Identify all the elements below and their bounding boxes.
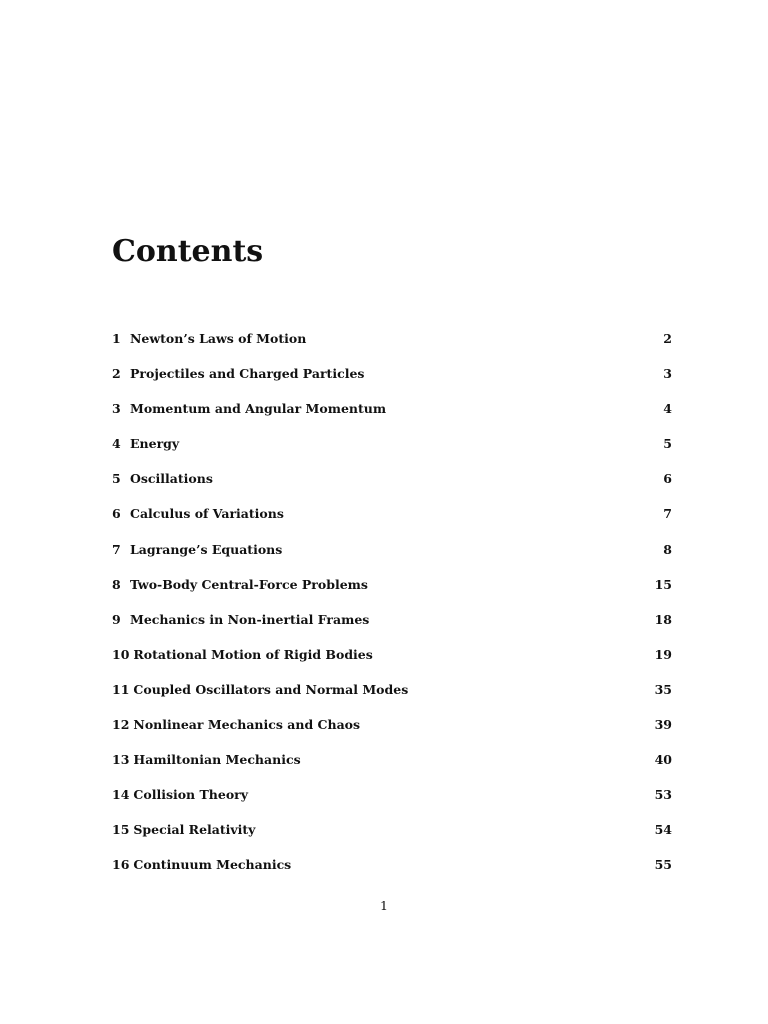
toc-entry-title: Energy: [130, 436, 180, 452]
toc-entry-16[interactable]: [112, 853, 672, 888]
toc-entry-page: 3: [663, 366, 672, 382]
toc-entry-number: 6: [112, 506, 121, 522]
toc-entry-title: Hamiltonian Mechanics: [133, 752, 301, 768]
toc-entry-number: 15: [112, 822, 130, 838]
toc-entry-9[interactable]: [112, 608, 672, 643]
toc-entry-page: 40: [654, 752, 672, 768]
toc-entry-title: Calculus of Variations: [130, 506, 284, 522]
toc-entry-1[interactable]: [112, 327, 672, 362]
toc-entry-5[interactable]: [112, 467, 672, 502]
toc-entry-page: 55: [654, 857, 672, 873]
toc-entry-number: 14: [112, 787, 130, 803]
toc-entry-title: Momentum and Angular Momentum: [130, 401, 387, 417]
toc-entry-number: 13: [112, 752, 130, 768]
toc-entry-number: 1: [112, 331, 121, 346]
toc-entry-title: Oscillations: [130, 471, 213, 487]
toc-entry-number: 9: [112, 611, 121, 627]
toc-entry-title: Two-Body Central-Force Problems: [130, 576, 368, 592]
toc-entry-page: 35: [654, 681, 672, 697]
toc-entry-number: 2: [112, 366, 121, 382]
table-of-contents: [112, 327, 672, 889]
toc-entry-7[interactable]: [112, 538, 672, 573]
toc-entry-page: 54: [654, 822, 672, 838]
toc-entry-title: Continuum Mechanics: [133, 857, 292, 873]
toc-entry-page: 15: [654, 576, 672, 592]
toc-entry-number: 4: [112, 436, 121, 452]
toc-entry-number: 16: [112, 857, 130, 873]
toc-entry-page: 2: [663, 331, 672, 346]
toc-entry-page: 7: [663, 506, 672, 522]
toc-entry-page: 19: [654, 646, 672, 662]
toc-entry-page: 4: [663, 401, 672, 417]
toc-entry-title: Mechanics in Non-inertial Frames: [130, 611, 370, 627]
toc-entry-number: 12: [112, 717, 130, 733]
page-title: Contents: [112, 234, 264, 269]
toc-entry-number: 5: [112, 471, 121, 487]
toc-entry-title: Coupled Oscillators and Normal Modes: [133, 681, 409, 697]
toc-entry-8[interactable]: [112, 573, 672, 608]
toc-entry-12[interactable]: [112, 713, 672, 748]
toc-entry-2[interactable]: [112, 362, 672, 397]
toc-entry-title: Projectiles and Charged Particles: [130, 366, 365, 382]
toc-entry-4[interactable]: [112, 432, 672, 467]
toc-entry-number: 7: [112, 541, 121, 557]
toc-entry-title: Nonlinear Mechanics and Chaos: [133, 717, 361, 733]
toc-entry-number: 11: [112, 681, 130, 697]
page-number: 1: [380, 898, 388, 913]
toc-entry-page: 39: [654, 717, 672, 733]
toc-entry-title: Special Relativity: [133, 822, 256, 838]
toc-entry-3[interactable]: [112, 397, 672, 432]
toc-entry-number: 3: [112, 401, 121, 417]
toc-entry-page: 5: [663, 436, 672, 452]
toc-entry-11[interactable]: [112, 678, 672, 713]
toc-entry-page: 6: [663, 471, 672, 487]
toc-entry-page: 53: [654, 787, 672, 803]
toc-entry-6[interactable]: [112, 502, 672, 537]
toc-entry-15[interactable]: [112, 818, 672, 853]
toc-entry-13[interactable]: [112, 748, 672, 783]
toc-entry-number: 8: [112, 576, 121, 592]
toc-entry-title: Rotational Motion of Rigid Bodies: [133, 646, 373, 662]
toc-entry-14[interactable]: [112, 783, 672, 818]
toc-entry-10[interactable]: [112, 643, 672, 678]
toc-entry-page: 18: [654, 611, 672, 627]
toc-entry-title: Lagrange’s Equations: [130, 541, 283, 557]
toc-entry-page: 8: [663, 541, 672, 557]
toc-entry-title: Newton’s Laws of Motion: [130, 331, 307, 346]
toc-entry-number: 10: [112, 646, 130, 662]
toc-entry-title: Collision Theory: [133, 787, 249, 803]
